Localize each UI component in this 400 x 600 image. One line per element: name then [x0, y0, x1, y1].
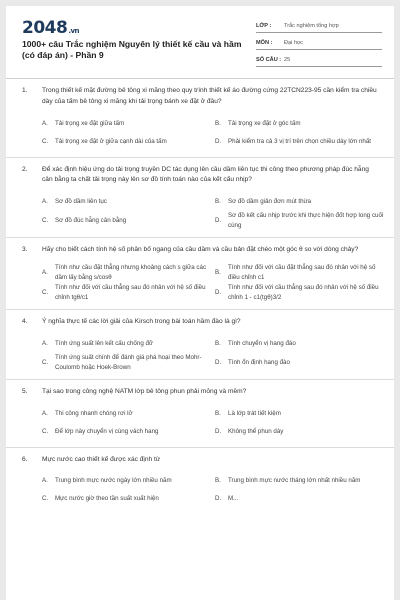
option-c[interactable] — [42, 211, 215, 231]
question-5 — [6, 387, 394, 448]
question-divider — [6, 309, 394, 310]
option-a[interactable] — [42, 263, 215, 283]
question-number: 5. — [22, 387, 28, 395]
page-title: 1000+ câu Trắc nghiệm Nguyên lý thiết kế cầu và hầm (có đáp án) - Phần 9 — [22, 39, 242, 60]
page-header — [6, 6, 394, 72]
header-divider — [6, 78, 394, 79]
question-divider — [6, 237, 394, 238]
option-text: Để lớp này chuyển vị cùng vách hang — [55, 427, 159, 435]
option-text: Tính như cầu đặt thẳng nhưng khoảng cách s giữa các dầm lấy bằng s/cosθ — [55, 263, 207, 281]
answer-options — [6, 263, 394, 303]
question-number: 2. — [22, 165, 28, 173]
quiz-page — [6, 6, 394, 600]
answer-options — [6, 405, 394, 441]
question-number: 4. — [22, 317, 28, 325]
option-c[interactable] — [42, 283, 215, 303]
option-c[interactable] — [42, 490, 215, 508]
option-text: Mực nước giờ theo tần suất xuất hiện — [55, 495, 159, 503]
question-4 — [6, 317, 394, 380]
option-key: D. — [215, 495, 222, 503]
question-list — [6, 86, 394, 508]
option-text: Tải trọng xe đặt ở góc tấm — [228, 119, 301, 127]
question-number: 6. — [22, 455, 28, 463]
option-key: D. — [215, 358, 222, 366]
option-key: A. — [42, 477, 48, 485]
meta-subject — [256, 33, 382, 50]
option-d[interactable] — [215, 423, 388, 441]
option-text: Tính ứng suất chính để đánh giá phá hoại theo Mohr-Coulomb hoặc Hoek-Brown — [55, 353, 202, 371]
option-b[interactable] — [215, 405, 388, 423]
option-text: M... — [228, 495, 239, 503]
answer-options — [6, 472, 394, 508]
question-text: Hãy cho biết cách tính hệ số phân bố ngang của cầu dầm và cầu bản đặt chéo một góc θ so với dòng chảy? — [42, 246, 359, 254]
option-key: D. — [215, 137, 222, 145]
meta-key: LỚP : — [256, 23, 272, 29]
option-key: B. — [215, 339, 221, 347]
option-text: Phải kiểm tra cả 3 vị trí trên chọn chiều dày lớn nhất — [228, 137, 372, 145]
meta-value: Trắc nghiệm tổng hợp — [284, 23, 339, 29]
answer-options — [6, 115, 394, 151]
option-a[interactable] — [42, 405, 215, 423]
option-b[interactable] — [215, 335, 388, 353]
answer-options — [6, 193, 394, 231]
question-text: Trong thiết kế mặt đường bê tông xi măng theo quy trình thiết kế áo đường cứng 22TCN223-95 cần kiểm tra chiều dày của tấm bê tông xi măng khi tải trọng bánh xe đặt ở đâu? — [42, 87, 377, 105]
option-b[interactable] — [215, 263, 388, 283]
question-text: Ý nghĩa thực tế các lời giải của Kirsch trong bài toán hầm đào là gì? — [42, 317, 241, 325]
option-a[interactable] — [42, 193, 215, 211]
question-number: 3. — [22, 246, 28, 254]
option-key: A. — [42, 409, 48, 417]
option-text: Tính chuyển vị hang đào — [228, 339, 296, 347]
option-key: B. — [215, 198, 221, 206]
meta-value: 25 — [284, 57, 291, 63]
question-text: Mực nước cao thiết kế được xác định từ — [42, 455, 161, 463]
option-d[interactable] — [215, 211, 388, 231]
meta-question-count — [256, 50, 382, 67]
option-key: A. — [42, 339, 48, 347]
option-d[interactable] — [215, 283, 388, 303]
option-text: Tải trọng xe đặt giữa tấm — [55, 119, 125, 127]
option-b[interactable] — [215, 193, 388, 211]
option-text: Sơ đồ kết cấu nhịp trước khi thực hiện đốt hợp long cuối cùng — [228, 212, 384, 230]
meta-key: MÔN : — [256, 40, 273, 46]
option-text: Sơ đồ dầm liên tục — [55, 198, 107, 206]
question-divider — [6, 157, 394, 158]
option-text: Sơ đồ dầm giản đơn mút thừa — [228, 198, 312, 206]
option-text: Tính ổn định hang đào — [228, 358, 290, 366]
question-text: Tại sao trong công nghệ NATM lớp bê tông phun phải mỏng và mềm? — [42, 387, 247, 395]
question-divider — [6, 379, 394, 380]
option-key: A. — [42, 119, 48, 127]
option-key: B. — [215, 119, 221, 127]
meta-value: Đại học — [284, 40, 303, 46]
question-3 — [6, 245, 394, 310]
question-6 — [6, 455, 394, 509]
option-text: Không thể phun dày — [228, 427, 284, 435]
option-key: C. — [42, 427, 49, 435]
option-key: C. — [42, 217, 49, 225]
option-key: D. — [215, 288, 222, 296]
option-text: Trung bình mực nước tháng lớn nhất nhiều năm — [228, 477, 361, 485]
quiz-meta — [256, 16, 382, 67]
question-text: Để xác định hiệu ứng do tải trọng truyền DC tác dụng lên cầu dầm liên tục thi công theo phương pháp đúc hẫng cân bằng ta chất tải trọng này lên sơ đồ tính toán nào của kết cấu nhịp? — [42, 165, 369, 184]
option-text: Tính như đối với cầu thẳng sau đó nhân với hệ số điều chỉnh 1 - c1(tgθ)3/2 — [228, 283, 379, 301]
option-text: Tính ứng suất lên kết cấu chống đỡ — [55, 339, 153, 347]
question-number: 1. — [22, 87, 28, 94]
option-a[interactable] — [42, 335, 215, 353]
option-text: Sơ đồ đúc hẫng cân bằng — [55, 217, 127, 225]
option-text: Tải trọng xe đặt ở giữa cạnh dài của tấm — [55, 137, 167, 145]
option-d[interactable] — [215, 490, 388, 508]
option-key: C. — [42, 358, 49, 366]
logo-main: 2048 — [22, 18, 68, 38]
option-a[interactable] — [42, 472, 215, 490]
option-key: B. — [215, 409, 221, 417]
option-text: Trung bình mực nước ngày lớn nhiều năm — [55, 477, 172, 485]
option-key: B. — [215, 477, 221, 485]
option-key: A. — [42, 198, 48, 206]
option-c[interactable] — [42, 423, 215, 441]
option-key: C. — [42, 288, 49, 296]
option-d[interactable] — [215, 353, 388, 373]
option-text: Tính như đối với cầu đặt thẳng sau đó nhân với hệ số điều chỉnh c1 — [228, 263, 376, 281]
site-logo[interactable] — [22, 18, 79, 38]
question-2 — [6, 165, 394, 239]
option-key: D. — [215, 217, 222, 225]
option-b[interactable] — [215, 472, 388, 490]
option-key: C. — [42, 495, 49, 503]
question-1 — [6, 86, 394, 158]
option-key: B. — [215, 268, 221, 276]
logo-tld: .vn — [68, 27, 80, 35]
question-divider — [6, 447, 394, 448]
meta-key: SỐ CÂU : — [256, 57, 282, 63]
option-a[interactable] — [42, 115, 215, 133]
answer-options — [6, 335, 394, 373]
option-b[interactable] — [215, 115, 388, 133]
option-text: Là lớp trát tiết kiệm — [228, 409, 281, 417]
option-key: A. — [42, 268, 48, 276]
option-key: D. — [215, 427, 222, 435]
option-key: C. — [42, 137, 49, 145]
option-text: Thi công nhanh chóng rơi lở — [55, 409, 133, 417]
option-text: Tính như đối với cầu thẳng sau đó nhân với hệ số điều chỉnh tgθ/c1 — [55, 283, 206, 301]
meta-class — [256, 16, 382, 33]
option-c[interactable] — [42, 133, 215, 151]
option-d[interactable] — [215, 133, 388, 151]
option-c[interactable] — [42, 353, 215, 373]
